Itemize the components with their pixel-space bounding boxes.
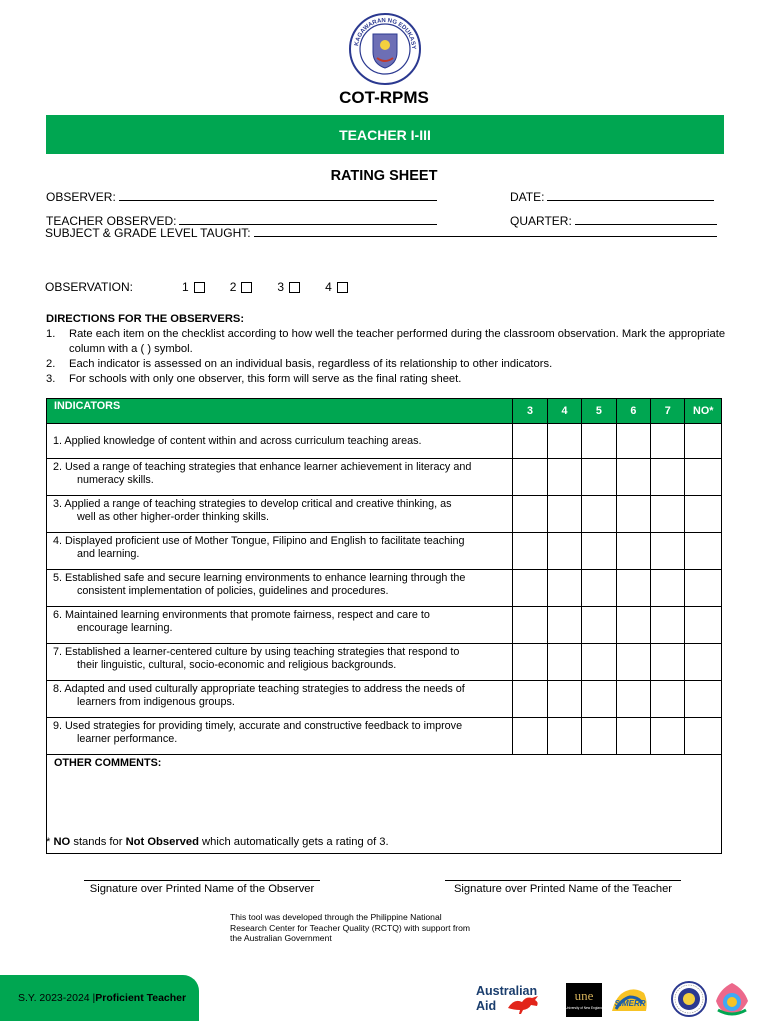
table-row	[47, 533, 722, 570]
rating-cell[interactable]	[651, 570, 685, 607]
rating-cell[interactable]	[513, 644, 547, 681]
indicator-cell	[47, 533, 513, 570]
table-row	[47, 718, 722, 755]
rating-cell[interactable]	[513, 459, 547, 496]
indicator-text: 6. Maintained learning environments that promote fairness, respect and care to	[53, 609, 430, 621]
observation-row	[45, 280, 373, 294]
indicator-text: 5. Established safe and secure learning environments to enhance learning through the	[53, 572, 466, 584]
rating-cell[interactable]	[685, 644, 722, 681]
subject-label: SUBJECT & GRADE LEVEL TAUGHT:	[45, 226, 251, 240]
rating-cell[interactable]	[547, 570, 581, 607]
indicator-text-continued: learners from indigenous groups.	[77, 695, 235, 708]
indicator-text-continued: encourage learning.	[77, 621, 173, 634]
indicator-text-continued: numeracy skills.	[77, 473, 154, 486]
rating-cell[interactable]	[547, 459, 581, 496]
teacher-observed-label: TEACHER OBSERVED:	[46, 214, 177, 228]
observation-option-1[interactable]: 1	[182, 280, 205, 294]
direction-item: 3. For schools with only one observer, this form will serve as the final rating sheet.	[46, 373, 462, 385]
rating-cell[interactable]	[513, 607, 547, 644]
rating-cell[interactable]	[547, 718, 581, 755]
table-header-row	[47, 399, 722, 424]
column-header: 6	[616, 399, 650, 424]
indicator-cell	[47, 570, 513, 607]
table-row	[47, 424, 722, 459]
rating-cell[interactable]	[651, 496, 685, 533]
rating-cell[interactable]	[616, 459, 650, 496]
rating-cell[interactable]	[616, 607, 650, 644]
direction-item: 1. Rate each item on the checklist according to how well the teacher performed during the classroom observation. Mark the appropriate column with a ( ) symbol.	[46, 328, 726, 355]
rating-cell[interactable]	[651, 607, 685, 644]
indicator-text: 2. Used a range of teaching strategies that enhance learner achievement in literacy and	[53, 461, 472, 473]
observer-signature-label: Signature over Printed Name of the Observer	[89, 883, 315, 895]
rating-cell[interactable]	[616, 681, 650, 718]
rating-cell[interactable]	[685, 607, 722, 644]
footnote: * NO stands for Not Observed which automatically gets a rating of 3.	[46, 836, 389, 848]
indicator-text: 1. Applied knowledge of content within and across curriculum teaching areas.	[53, 434, 422, 447]
column-header: 5	[582, 399, 616, 424]
rating-cell[interactable]	[685, 459, 722, 496]
rating-cell[interactable]	[582, 459, 616, 496]
une-logo	[566, 983, 602, 1017]
checkbox-icon[interactable]	[337, 282, 348, 293]
teacher-signature-label: Signature over Printed Name of the Teacher	[453, 883, 673, 895]
rating-cell[interactable]	[651, 424, 685, 459]
school-year: S.Y. 2023-2024 |	[18, 992, 96, 1004]
credits: This tool was developed through the Philippine National Research Center for Teacher Quality (RCTQ) with support from the Australian Government	[230, 912, 471, 943]
date-label: DATE:	[510, 190, 545, 204]
indicator-cell	[47, 459, 513, 496]
rating-cell[interactable]	[513, 533, 547, 570]
observation-option-3[interactable]: 3	[277, 280, 300, 294]
svg-text:University of New England: University of New England	[566, 1006, 602, 1010]
indicator-cell	[47, 496, 513, 533]
deped-seal	[348, 12, 422, 86]
observer-field[interactable]	[46, 189, 437, 204]
indicator-text-continued: and learning.	[77, 547, 140, 560]
rating-cell[interactable]	[547, 607, 581, 644]
quarter-label: QUARTER:	[510, 214, 572, 228]
observer-label: OBSERVER:	[46, 190, 116, 204]
teacher-observed-line[interactable]	[179, 213, 437, 225]
table-row	[47, 496, 722, 533]
directions	[46, 312, 726, 387]
checkbox-icon[interactable]	[194, 282, 205, 293]
indicator-cell	[47, 607, 513, 644]
footer-school-year-tab	[0, 975, 199, 1021]
rating-cell[interactable]	[547, 644, 581, 681]
date-line[interactable]	[547, 189, 714, 201]
indicator-text: 4. Displayed proficient use of Mother Tongue, Filipino and English to facilitate teaching	[53, 535, 465, 547]
rating-cell[interactable]	[582, 644, 616, 681]
rating-cell[interactable]	[582, 681, 616, 718]
rating-cell[interactable]	[547, 681, 581, 718]
indicator-cell	[47, 718, 513, 755]
rating-cell[interactable]	[685, 533, 722, 570]
rating-cell[interactable]	[685, 718, 722, 755]
indicator-text: 8. Adapted and used culturally appropriate teaching strategies to address the needs of	[53, 683, 465, 695]
rating-cell[interactable]	[513, 496, 547, 533]
rating-cell[interactable]	[616, 644, 650, 681]
observation-option-4[interactable]: 4	[325, 280, 348, 294]
indicator-cell	[47, 644, 513, 681]
seal-text: KAGAWARAN NG EDUKASY	[354, 17, 417, 50]
rating-cell[interactable]	[651, 533, 685, 570]
rating-cell[interactable]	[616, 533, 650, 570]
directions-heading: DIRECTIONS FOR THE OBSERVERS:	[46, 313, 245, 325]
rating-cell[interactable]	[582, 718, 616, 755]
rating-cell[interactable]	[616, 718, 650, 755]
rating-cell[interactable]	[685, 570, 722, 607]
rating-cell[interactable]	[582, 533, 616, 570]
direction-item: 2. Each indicator is assessed on an individual basis, regardless of its relationship to other indicators.	[46, 358, 553, 370]
rating-cell[interactable]	[651, 681, 685, 718]
university-seal-logo	[670, 980, 708, 1018]
column-header: 4	[547, 399, 581, 424]
svg-text:une: une	[574, 988, 594, 1003]
table-row	[47, 607, 722, 644]
column-header: 7	[651, 399, 685, 424]
table-row	[47, 644, 722, 681]
indicators-header: INDICATORS	[47, 399, 513, 424]
indicator-text-continued: learner performance.	[77, 732, 178, 745]
rating-cell[interactable]	[616, 570, 650, 607]
rating-cell[interactable]	[616, 424, 650, 459]
indicator-text-continued: well as other higher-order thinking skills.	[77, 510, 270, 523]
indicator-text: 9. Used strategies for providing timely, accurate and constructive feedback to improve	[53, 720, 463, 732]
rctq-logo	[712, 980, 752, 1018]
checkbox-icon[interactable]	[289, 282, 300, 293]
australian-aid-logo	[474, 980, 554, 1018]
observer-line[interactable]	[119, 189, 437, 201]
teacher-signature[interactable]	[445, 880, 681, 895]
sheet-title: RATING SHEET	[330, 168, 438, 184]
document-title: COT-RPMS	[339, 88, 429, 107]
rating-cell[interactable]	[685, 681, 722, 718]
observation-label: OBSERVATION:	[45, 280, 134, 294]
rating-cell[interactable]	[651, 718, 685, 755]
subject-field[interactable]	[45, 225, 717, 240]
svg-text:Aid: Aid	[476, 999, 497, 1013]
teacher-band: TEACHER I-III	[46, 115, 724, 154]
rating-cell[interactable]	[513, 681, 547, 718]
date-field[interactable]	[510, 189, 714, 204]
svg-text:Australian: Australian	[476, 984, 538, 998]
rating-cell[interactable]	[651, 644, 685, 681]
rating-cell[interactable]	[547, 496, 581, 533]
rating-cell[interactable]	[513, 718, 547, 755]
rating-cell[interactable]	[547, 533, 581, 570]
rating-cell[interactable]	[685, 424, 722, 459]
indicator-text: 7. Established a learner-centered culture by using teaching strategies that respond to	[53, 646, 460, 658]
indicator-cell	[47, 681, 513, 718]
svg-text:SiMERR: SiMERR	[614, 999, 646, 1008]
rating-cell[interactable]	[616, 496, 650, 533]
column-header: 3	[513, 399, 547, 424]
rating-cell[interactable]	[513, 424, 547, 459]
rating-cell[interactable]	[582, 496, 616, 533]
table-row	[47, 681, 722, 718]
other-comments-label: OTHER COMMENTS:	[54, 757, 162, 769]
signature-line	[445, 880, 681, 881]
rating-cell[interactable]	[685, 496, 722, 533]
rating-cell[interactable]	[547, 424, 581, 459]
simerr-logo	[608, 981, 652, 1019]
indicator-text: 3. Applied a range of teaching strategies to develop critical and creative thinking, as	[53, 498, 452, 510]
observation-option-2[interactable]: 2	[230, 280, 253, 294]
signature-line	[84, 880, 320, 881]
teacher-level: Proficient Teacher	[95, 992, 187, 1004]
indicators-table	[46, 398, 722, 854]
rating-cell[interactable]	[582, 424, 616, 459]
observer-signature[interactable]	[84, 880, 320, 895]
quarter-line[interactable]	[575, 213, 717, 225]
table-row	[47, 570, 722, 607]
indicator-text-continued: their linguistic, cultural, socio-economic and religious backgrounds.	[77, 658, 397, 671]
indicator-text-continued: consistent implementation of policies, guidelines and procedures.	[77, 584, 389, 597]
indicator-cell	[47, 424, 513, 459]
rating-cell[interactable]	[582, 570, 616, 607]
rating-cell[interactable]	[651, 459, 685, 496]
checkbox-icon[interactable]	[241, 282, 252, 293]
column-header: NO*	[685, 399, 722, 424]
subject-line[interactable]	[254, 225, 717, 237]
rating-cell[interactable]	[582, 607, 616, 644]
table-row	[47, 459, 722, 496]
rating-cell[interactable]	[513, 570, 547, 607]
